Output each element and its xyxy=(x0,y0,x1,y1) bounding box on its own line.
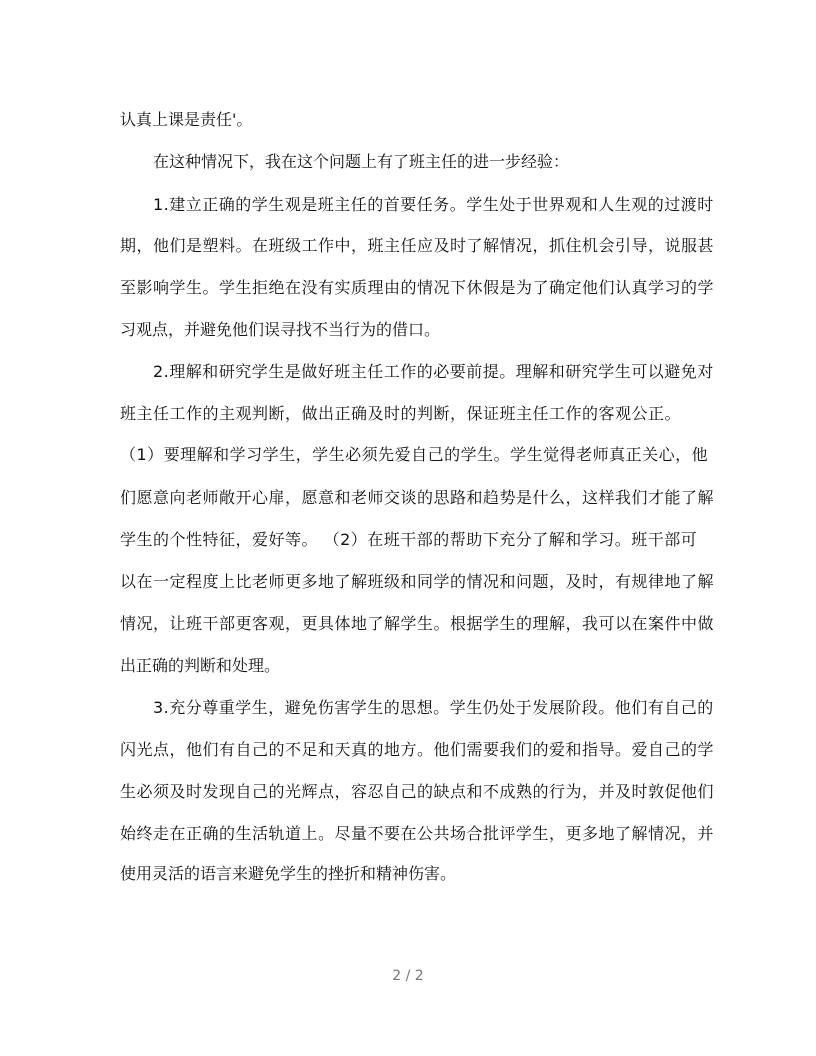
text-line-content: 至影响学生。学生拒绝在没有实质理由的情况下休假是为了确定他们认真学习的学 xyxy=(120,278,715,297)
text-line-content: 2.理解和研究学生是做好班主任工作的必要前提。理解和研究学生可以避免对 xyxy=(153,362,714,381)
text-line-content: （1）要理解和学习学生，学生必须先爱自己的学生。学生觉得老师真正关心，他 xyxy=(120,445,709,464)
text-line-content: 出正确的判断和处理。 xyxy=(120,656,281,675)
text-line-content: 闪光点，他们有自己的不足和天真的地方。他们需要我们的爱和指导。爱自己的学 xyxy=(120,740,715,759)
text-line-content: 始终走在正确的生活轨道上。尽量不要在公共场合批评学生，更多地了解情况，并 xyxy=(120,824,715,843)
text-line-content: 习观点，并避免他们误寻找不当行为的借口。 xyxy=(120,320,441,339)
text-line-content: 在这种情况下，我在这个问题上有了班主任的进一步经验： xyxy=(153,152,570,171)
page-number: 2 / 2 xyxy=(392,968,424,984)
text-line-content: 们愿意向老师敞开心扉，愿意和老师交谈的思路和趋势是什么，这样我们才能了解 xyxy=(120,488,715,507)
text-line-content: 1.建立正确的学生观是班主任的首要任务。学生处于世界观和人生观的过渡时 xyxy=(153,195,714,214)
text-line-content: 使用灵活的语言来避免学生的挫折和精神伤害。 xyxy=(120,864,457,883)
text-line-content: 认真上课是责任'。 xyxy=(120,110,253,129)
text-line-content: 生必须及时发现自己的光辉点，容忍自己的缺点和不成熟的行为，并及时敦促他们 xyxy=(120,782,715,801)
text-line-content: 学生的个性特征，爱好等。 （2）在班干部的帮助下充分了解和学习。班干部可 xyxy=(120,530,698,549)
text-line-content: 以在一定程度上比老师更多地了解班级和同学的情况和问题，及时，有规律地了解 xyxy=(120,572,715,591)
text-line-content: 情况，让班干部更客观，更具体地了解学生。根据学生的理解，我可以在案件中做 xyxy=(120,614,715,633)
text-line-content: 期，他们是塑料。在班级工作中，班主任应及时了解情况，抓住机会引导，说服甚 xyxy=(120,236,715,255)
text-line-content: 3.充分尊重学生，避免伤害学生的思想。学生仍处于发展阶段。他们有自己的 xyxy=(153,698,714,717)
text-line-content: 班主任工作的主观判断，做出正确及时的判断，保证班主任工作的客观公正。 xyxy=(120,404,682,423)
